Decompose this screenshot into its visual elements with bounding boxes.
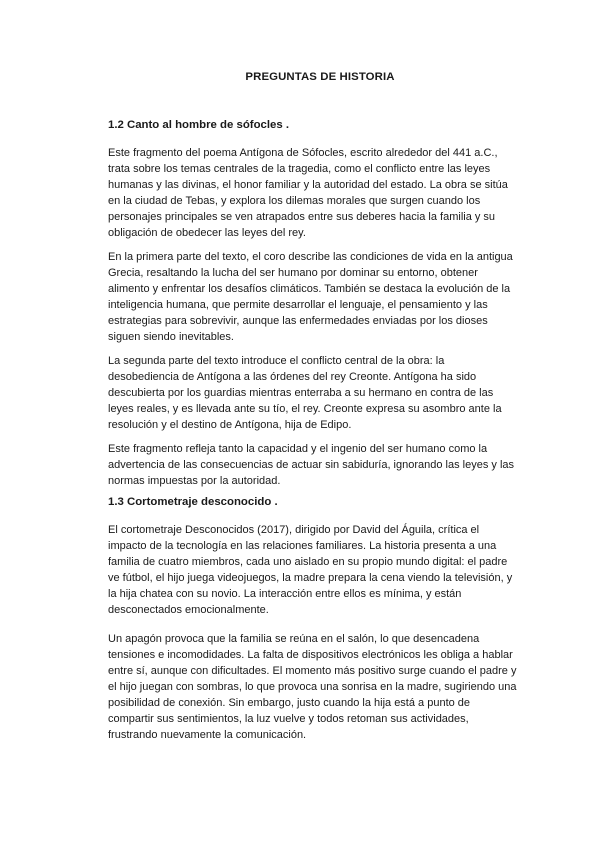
paragraph-1-2-c: La segunda parte del texto introduce el conflicto central de la obra: la desobediencia de Antígona a las órdenes del rey Creonte. Antígona ha sido descubierta por los guardias mientras enterraba a su hermano en contra de las leyes reales, y es llevada ante su tío, el rey. Creonte expresa su asombro ante la resolución y el destino de Antígona, hija de Edipo. <box>108 355 502 431</box>
section-heading-1-2: 1.2 Canto al hombre de sófocles . <box>108 119 290 131</box>
paragraph-1-2-a: Este fragmento del poema Antígona de Sófocles, escrito alrededor del 441 a.C., trata sobre los temas centrales de la tragedia, como el conflicto entre las leyes humanas y las divinas, el honor familiar y la autoridad del estado. La obra se sitúa en la ciudad de Tebas, y explora los dilemas morales que surgen cuando los personajes principales se ven atrapados entre sus deberes hacia la familia y su obligación de obedecer las leyes del rey. <box>108 147 508 239</box>
paragraph-1-3-b: Un apagón provoca que la familia se reúna en el salón, lo que desencadena tensiones e incomodidades. La falta de dispositivos electrónicos les obliga a hablar entre sí, aunque con dificultades. El momento más positivo surge cuando el padre y el hijo juegan con sombras, lo que provoca una sonrisa en la madre, sugiriendo una posibilidad de conexión. Sin embargo, justo cuando la hija está a punto de compartir sus sentimientos, la luz vuelve y todos retoman sus actividades, frustrando nuevamente la comunicación. <box>108 633 517 741</box>
paragraph-1-3-a: El cortometraje Desconocidos (2017), dirigido por David del Águila, crítica el impacto de la tecnología en las relaciones familiares. La historia presenta a una familia de cuatro miembros, cada uno aislado en su propio mundo digital: el padre ve fútbol, el hijo juega videojuegos, la madre prepara la cena viendo la televisión, y la hija chatea con su novio. La interacción entre ellos es mínima, y están desconectados emocionalmente. <box>108 524 513 616</box>
page-title: PREGUNTAS DE HISTORIA <box>245 71 395 83</box>
paragraph-1-2-b: En la primera parte del texto, el coro describe las condiciones de vida en la antigua Grecia, resaltando la lucha del ser humano por dominar su entorno, obtener alimento y enfrentar los desafíos climáticos. También se destaca la evolución de la inteligencia humana, que permite desarrollar el lenguaje, el pensamiento y las estrategias para sobrevivir, aunque las enfermedades enviadas por los dioses siguen siendo inevitables. <box>108 251 513 343</box>
paragraph-1-2-d: Este fragmento refleja tanto la capacidad y el ingenio del ser humano como la advertencia de las consecuencias de actuar sin sabiduría, ignorando las leyes y las normas impuestas por la autoridad. <box>108 443 515 487</box>
section-heading-1-3: 1.3 Cortometraje desconocido . <box>108 496 278 508</box>
